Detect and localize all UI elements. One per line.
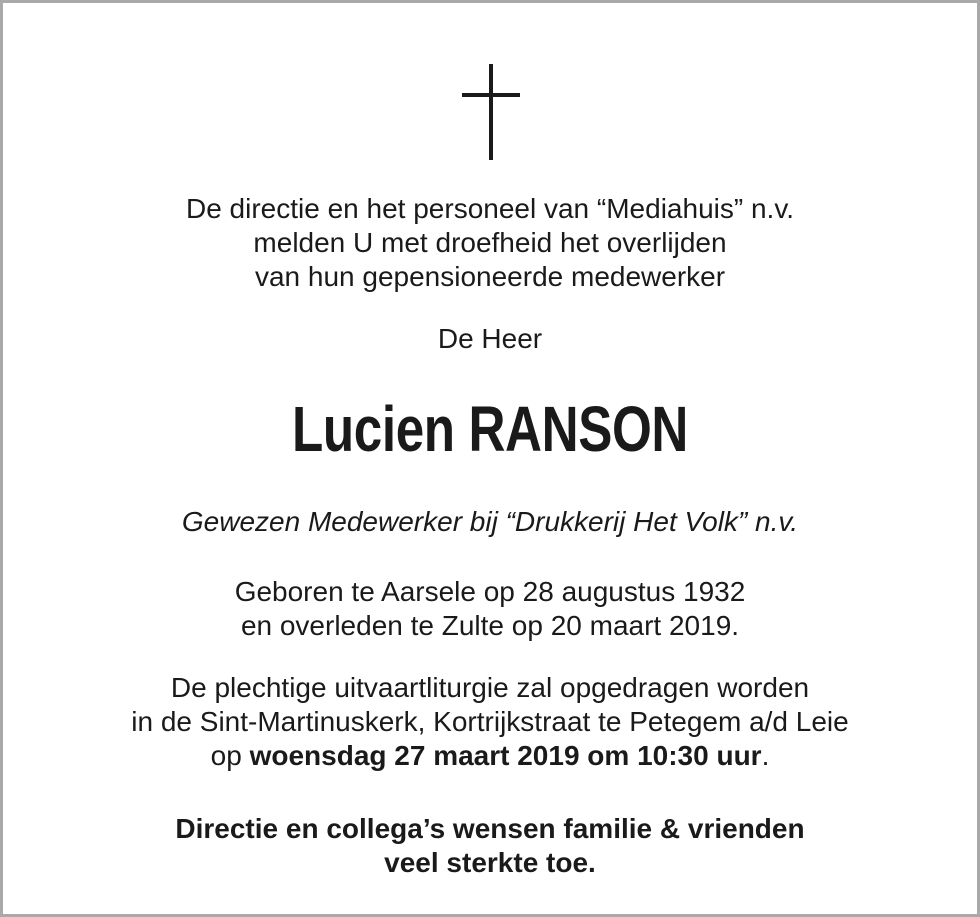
death-line: en overleden te Zulte op 20 maart 2019.: [240, 610, 740, 641]
intro-text: [0, 192, 980, 294]
closing-line: veel sterkte toe.: [384, 847, 596, 878]
intro-line: van hun gepensioneerde medewerker: [254, 261, 726, 292]
intro-line: melden U met droefheid het overlijden: [253, 227, 727, 258]
birth-line: Geboren te Aarsele op 28 augustus 1932: [234, 576, 746, 607]
honorific-title: De Heer: [437, 323, 543, 354]
closing-message: [0, 812, 980, 880]
deceased-name: Lucien RANSON: [292, 393, 688, 465]
cross-icon: [462, 64, 520, 160]
service-datetime-suffix: .: [761, 740, 770, 771]
birth-death-dates: [0, 575, 980, 643]
former-role: Gewezen Medewerker bij “Drukkerij Het Volk” n.v.: [181, 506, 799, 537]
service-datetime: woensdag 27 maart 2019 om 10:30 uur: [249, 740, 762, 771]
service-line: De plechtige uitvaartliturgie zal opgedragen worden: [170, 672, 810, 703]
service-datetime-line: [0, 739, 980, 773]
service-location: in de Sint-Martinuskerk, Kortrijkstraat te Petegem a/d Leie: [131, 706, 849, 737]
service-datetime-prefix: op: [210, 740, 250, 771]
funeral-service-info: [0, 671, 980, 773]
closing-line: Directie en collega’s wensen familie & vrienden: [175, 813, 805, 844]
intro-line: De directie en het personeel van “Mediahuis” n.v.: [185, 193, 795, 224]
